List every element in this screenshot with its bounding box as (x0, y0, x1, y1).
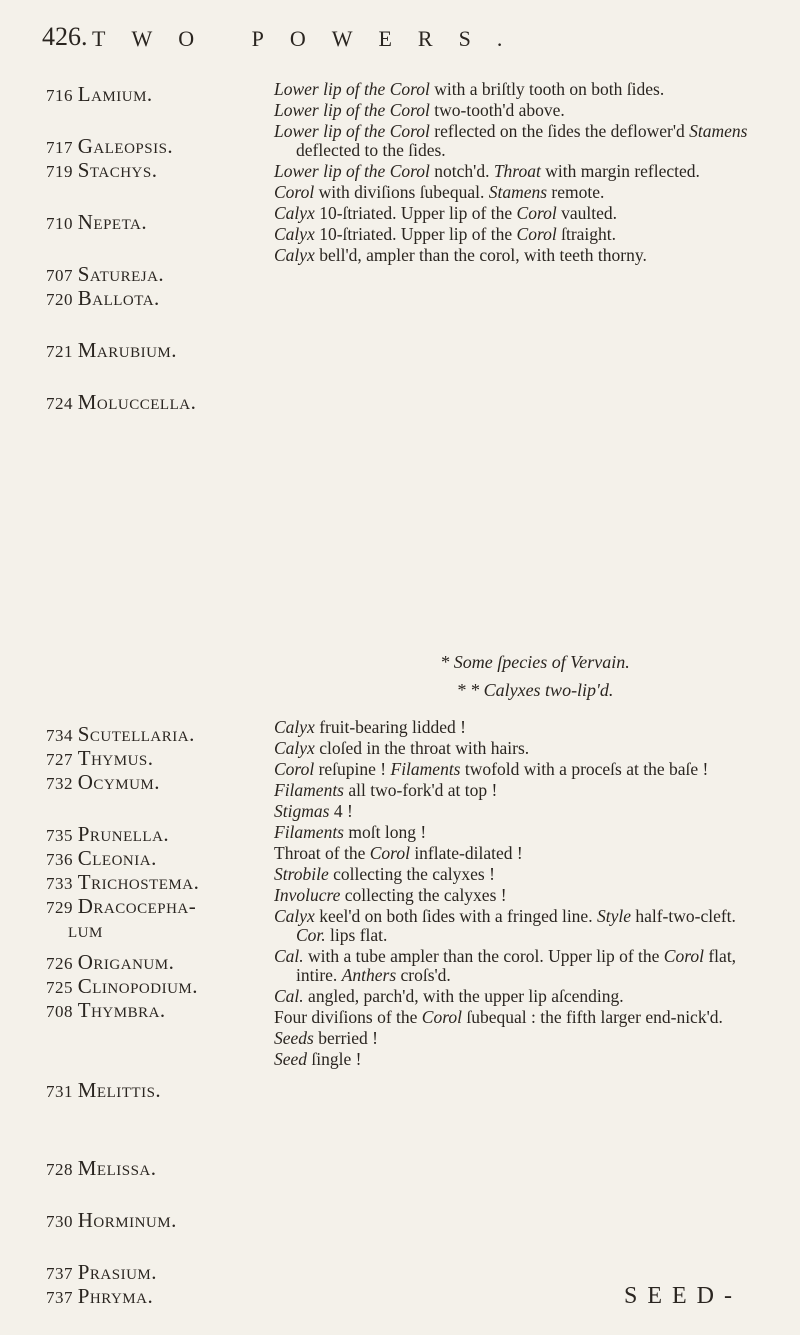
genus-name: Thymbra. (77, 998, 166, 1022)
character-description: Calyx keel'd on both ſides with a fringed line. Style half-two-cleft. Cor. lips flat. (274, 906, 736, 945)
character-description: Seed ſingle ! (274, 1049, 362, 1069)
genus-entry (46, 1284, 153, 1309)
genus-number: 707 (46, 266, 78, 285)
section-head-vervain: * Some ſpecies of Vervain. (440, 652, 630, 672)
genus-name: Clinopodium. (77, 974, 199, 998)
genus-number: 729 (46, 898, 78, 917)
character-description: Calyx fruit-bearing lidded ! (274, 717, 466, 737)
genus-number: 737 (46, 1288, 78, 1307)
genus-name: lum (68, 918, 103, 942)
character-description: Corol with diviſions ſubequal. Stamens remote. (274, 182, 605, 202)
genus-number: 720 (46, 290, 78, 309)
genus-entry (46, 770, 160, 795)
page-number: 426. (42, 22, 88, 51)
genus-number: 725 (46, 978, 78, 997)
character-description: Calyx cloſed in the throat with hairs. (274, 738, 530, 758)
genus-number: 710 (46, 214, 78, 233)
genus-name: Origanum. (77, 950, 175, 974)
genus-name: Melittis. (77, 1078, 162, 1102)
genus-entry (46, 82, 153, 107)
genus-entry (46, 134, 173, 159)
genus-entry (46, 870, 199, 895)
genus-entry (46, 390, 196, 415)
genus-number: 721 (46, 342, 78, 361)
genus-name: Cleonia. (77, 846, 157, 870)
genus-number: 726 (46, 954, 78, 973)
genus-entry (68, 918, 103, 943)
genus-name: Ocymum. (77, 770, 161, 794)
genus-number: 717 (46, 138, 78, 157)
genus-number: 737 (46, 1264, 78, 1283)
genus-entry (46, 286, 160, 311)
character-description: Corol reſupine ! Filaments twofold with a proceſs at the baſe ! (274, 759, 709, 779)
character-description: Cal. angled, parch'd, with the upper lip aſcending. (274, 986, 624, 1006)
character-description: Cal. with a tube ampler than the corol. Upper lip of the Corol flat, intire. Anthers croſs'd. (274, 946, 737, 985)
character-description: Lower lip of the Corol reflected on the ſides the deflower'd Stamens deflected to the ſides. (274, 121, 748, 160)
character-description: Four diviſions of the Corol ſubequal : the fifth larger end-nick'd. (274, 1007, 723, 1027)
character-description: Filaments all two-fork'd at top ! (274, 780, 498, 800)
genus-number: 724 (46, 394, 78, 413)
genus-name: Satureja. (77, 262, 165, 286)
genus-number: 719 (46, 162, 78, 181)
section-head-calyxes: * * Calyxes two-lip'd. (456, 680, 614, 700)
genus-entry (46, 746, 154, 771)
genus-name: Stachys. (77, 158, 158, 182)
genus-entry (46, 846, 157, 871)
character-description: Calyx 10-ſtriated. Upper lip of the Corol ſtraight. (274, 224, 617, 244)
character-description: Seeds berried ! (274, 1028, 378, 1048)
genus-entry (46, 158, 158, 183)
character-description: Lower lip of the Corol notch'd. Throat with margin reflected. (274, 161, 700, 181)
genus-name: Trichostema. (77, 870, 200, 894)
genus-number: 736 (46, 850, 78, 869)
character-description: Calyx 10-ſtriated. Upper lip of the Corol vaulted. (274, 203, 617, 223)
genus-name: Dracocepha- (77, 894, 197, 918)
genus-number: 732 (46, 774, 78, 793)
character-description: Lower lip of the Corol two-tooth'd above. (274, 100, 565, 120)
genus-number: 716 (46, 86, 78, 105)
character-description: Throat of the Corol inflate-dilated ! (274, 843, 523, 863)
genus-name: Nepeta. (77, 210, 148, 234)
genus-number: 733 (46, 874, 78, 893)
genus-entry (46, 894, 196, 919)
genus-name: Scutellaria. (77, 722, 195, 746)
descriptions-column-2 (274, 718, 764, 1071)
genus-name: Marubium. (77, 338, 178, 362)
character-description: Strobile collecting the calyxes ! (274, 864, 495, 884)
character-description: Stigmas 4 ! (274, 801, 353, 821)
genus-name: Horminum. (77, 1208, 177, 1232)
genus-number: 734 (46, 726, 78, 745)
genus-entry (46, 822, 169, 847)
character-description: Involucre collecting the calyxes ! (274, 885, 507, 905)
character-description: Lower lip of the Corol with a briſtly tooth on both ſides. (274, 79, 665, 99)
character-description: Filaments moſt long ! (274, 822, 427, 842)
genus-entry (46, 1078, 161, 1103)
character-description: Calyx bell'd, ampler than the corol, with teeth thorny. (274, 245, 647, 265)
genus-entry (46, 974, 198, 999)
genus-number: 708 (46, 1002, 78, 1021)
genus-entry (46, 998, 166, 1023)
genus-entry (46, 262, 164, 287)
genus-name: Ballota. (77, 286, 160, 310)
genus-name: Lamium. (77, 82, 153, 106)
genus-entry (46, 722, 195, 747)
catchword: SEED- (624, 1283, 742, 1309)
genus-number: 728 (46, 1160, 78, 1179)
genus-name: Prasium. (77, 1260, 158, 1284)
genus-entry (46, 1156, 157, 1181)
genus-number: 735 (46, 826, 78, 845)
genus-name: Melissa. (77, 1156, 157, 1180)
genus-entry (46, 338, 177, 363)
genus-name: Thymus. (77, 746, 154, 770)
genus-entry (46, 1260, 157, 1285)
genus-entry (46, 950, 174, 975)
running-title: TWO POWERS. (92, 26, 529, 51)
descriptions-column-1 (274, 80, 764, 267)
genus-name: Prunella. (77, 822, 170, 846)
genus-number: 727 (46, 750, 78, 769)
genus-entry (46, 1208, 177, 1233)
genus-name: Moluccella. (77, 390, 197, 414)
genus-name: Galeopsis. (77, 134, 174, 158)
genus-entry (46, 210, 147, 235)
genus-name: Phryma. (77, 1284, 154, 1308)
genus-number: 731 (46, 1082, 78, 1101)
genus-number: 730 (46, 1212, 78, 1231)
